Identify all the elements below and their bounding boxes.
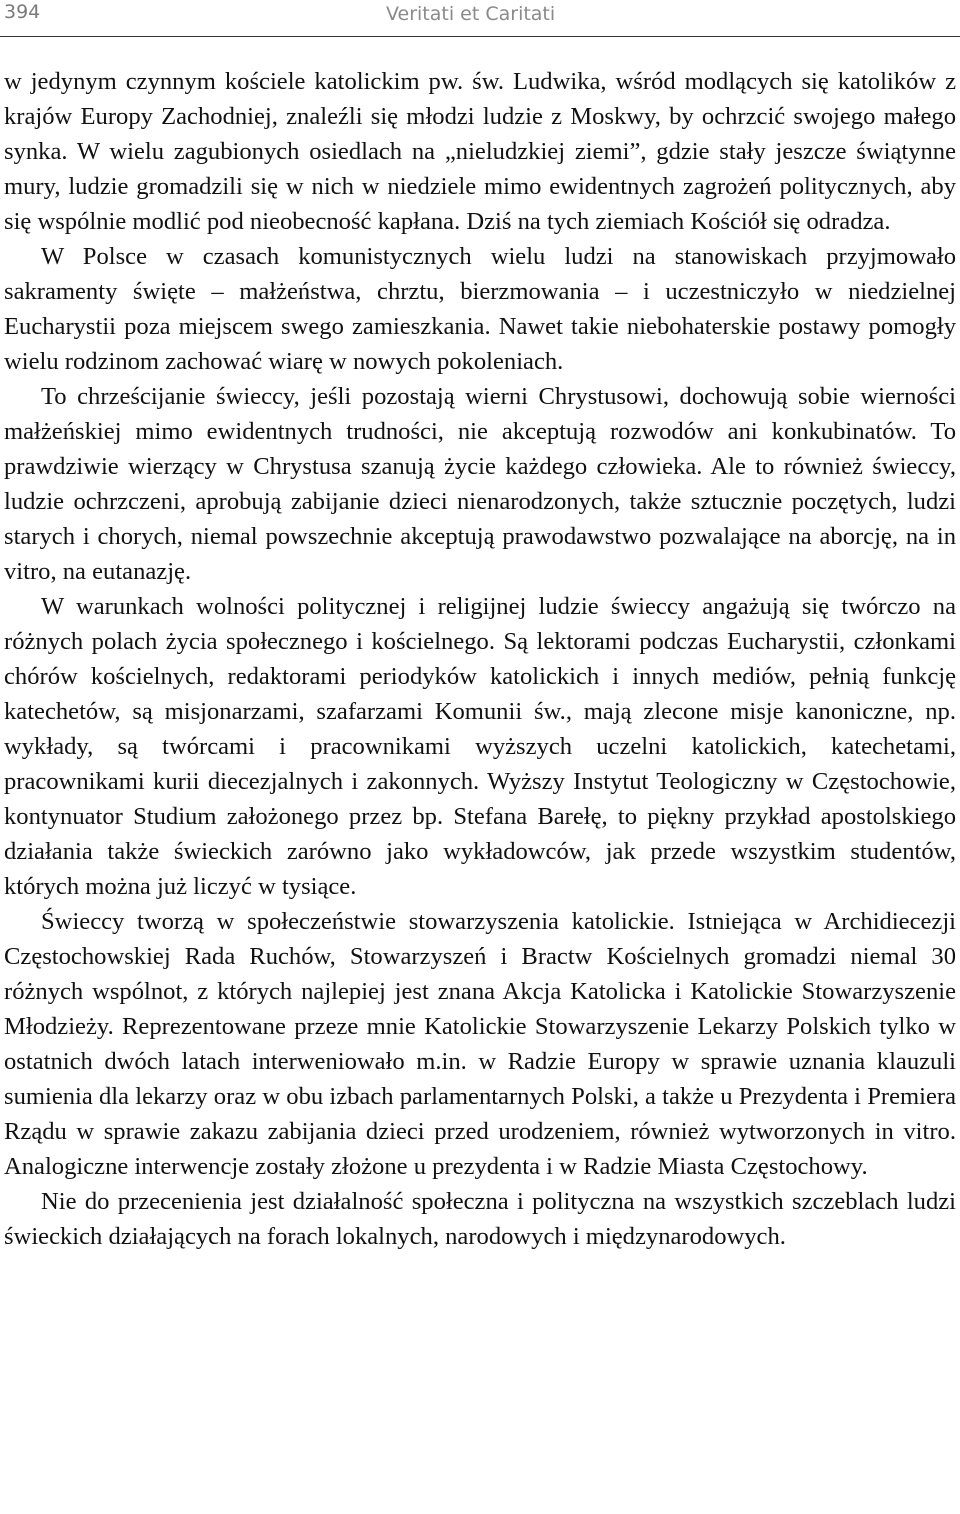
- paragraph: Nie do przecenienia jest działalność społeczna i polityczna na wszystkich szczeblach ludzi świeckich działających na forach lokalnych, narodowych i międzynarodowych.: [4, 1188, 956, 1250]
- body-text: [4, 64, 956, 1254]
- running-title: Veritati et Caritati: [386, 3, 556, 25]
- paragraph: Świeccy tworzą w społeczeństwie stowarzyszenia katolickie. Istniejąca w Archidiecezji Częstochowskiej Rada Ruchów, Stowarzyszeń i Bractw Kościelnych gromadzi niemal 30 różnych wspólnot, z których najlepiej jest znana Akcja Katolicka i Katolickie Stowarzyszenie Młodzieży. Reprezentowane przeze mnie Katolickie Stowarzyszenie Lekarzy Polskich tylko w ostatnich dwóch latach interweniowało m.in. w Radzie Europy w sprawie uznania klauzuli sumienia dla lekarzy oraz w obu izbach parlamentarnych Polski, a także u Prezydenta i Premiera Rządu w sprawie zakazu zabijania dzieci przed urodzeniem, również wytworzonych in vitro. Analogiczne interwencje zostały złożone u prezydenta i w Radzie Miasta Częstochowy.: [4, 908, 956, 1180]
- page-number: 394: [4, 1, 41, 23]
- header-rule: [0, 36, 960, 37]
- paragraph: W Polsce w czasach komunistycznych wielu ludzi na stanowiskach przyjmowało sakramenty święte – małżeństwa, chrztu, bierzmowania – i uczestniczyło w niedzielnej Eucharystii poza miejscem swego zamieszkania. Nawet takie niebohaterskie postawy pomogły wielu rodzinom zachować wiarę w nowych pokoleniach.: [4, 243, 956, 375]
- paragraph: w jedynym czynnym kościele katolickim pw. św. Ludwika, wśród modlących się katolików z krajów Europy Zachodniej, znaleźli się młodzi ludzie z Moskwy, by ochrzcić swojego małego synka. W wielu zagubionych osiedlach na „nieludzkiej ziemi”, gdzie stały jeszcze świątynne mury, ludzie gromadzili się w nich w niedziele mimo ewidentnych zagrożeń politycznych, aby się wspólnie modlić pod nieobecność kapłana. Dziś na tych ziemiach Kościół się odradza.: [4, 68, 956, 235]
- paragraph: W warunkach wolności politycznej i religijnej ludzie świeccy angażują się twórczo na różnych polach życia społecznego i kościelnego. Są lektorami podczas Eucharystii, członkami chórów kościelnych, redaktorami periodyków katolickich i innych mediów, pełnią funkcję katechetów, są misjonarzami, szafarzami Komunii św., mają zlecone misje kanoniczne, np. wykłady, są twórcami i pracownikami wyższych uczelni katolickich, katechetami, pracownikami kurii diecezjalnych i zakonnych. Wyższy Instytut Teologiczny w Częstochowie, kontynuator Studium założonego przez bp. Stefana Barełę, to piękny przykład apostolskiego działania także świeckich zarówno jako wykładowców, jak przede wszystkim studentów, których można już liczyć w tysiące.: [4, 593, 956, 900]
- paragraph: To chrześcijanie świeccy, jeśli pozostają wierni Chrystusowi, dochowują sobie wierności małżeńskiej mimo ewidentnych trudności, nie akceptują rozwodów ani konkubinatów. To prawdziwie wierzący w Chrystusa szanują życie każdego człowieka. Ale to również świeccy, ludzie ochrzczeni, aprobują zabijanie dzieci nienarodzonych, także sztucznie poczętych, ludzi starych i chorych, niemal powszechnie akceptują prawodawstwo pozwalające na aborcję, na in vitro, na eutanazję.: [4, 383, 956, 585]
- page-header: [0, 0, 960, 30]
